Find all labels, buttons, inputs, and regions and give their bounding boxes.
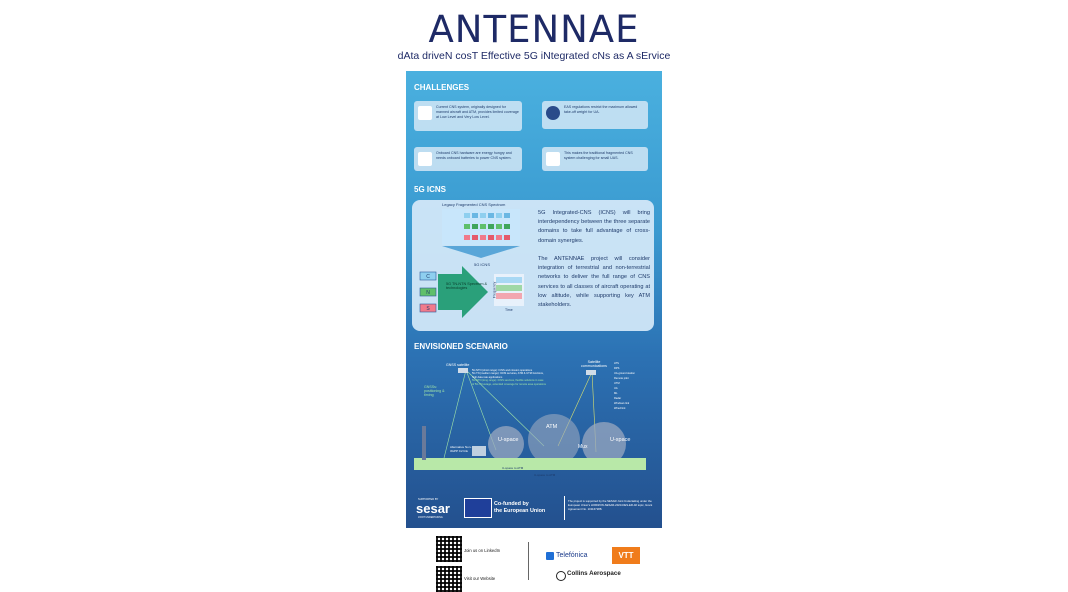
icns-paragraph-2: The ANTENNAE project will consider integration of terrestrial and non-terrestrial networks to deliver the full range of CNS services to all classes of aircraft operating at low altitude, while supporting key ATM stakeholders. [538,256,650,309]
eu-flag-icon [464,498,492,518]
linkedin-link[interactable]: Join us on LinkedIn [464,548,501,553]
row-s-label: S [426,306,430,312]
atm-label: ATM [546,424,558,430]
merge-arrow [438,266,488,318]
challenge-card-4 [542,147,648,171]
challenge-text-2: EAS regulations restrict the maximum allowed take-off weight for UA. [564,105,638,114]
sesar-supported-label: SUPPORTED BY [418,498,439,501]
gnss-positioning-label: GNSSs: positioning & timing [424,385,445,397]
legacy-spectrum-title: Legacy Fragmented CNS Spectrum [442,202,506,207]
website-qr-icon[interactable] [436,566,462,592]
weight-icon [546,106,560,120]
bottom-divider [528,542,529,580]
content-panel [406,71,662,528]
bullet-list [472,369,546,386]
bullet-1: 5G NTN (short range): ICNS and mission operations [472,369,533,372]
link-label-1: U-space to ATM [502,466,524,470]
poster-subtitle: dAta driveN cosT Effective 5G iNtegrated cNs as A sErvice [397,50,671,62]
telefonica-icon [546,552,554,560]
grant-text: The project is supported by the SESAR Joint Undertaking under the European Union's HORIZON-SESAR-2023-DES-ER-02 topic, Grant Agreement No. 101167288. [568,499,653,511]
ground-strip [414,458,646,470]
linkedin-qr-icon[interactable] [436,536,462,562]
challenge-text-4: This makes the traditional fragmented CNS system challenging for small UAS. [564,151,633,160]
vtt-logo: VTT [612,547,640,564]
challenge-card-2 [542,101,648,129]
poster [397,0,671,581]
challenges-heading: CHALLENGES [414,83,470,92]
sesar-logo: sesar [416,501,450,516]
gnss-satellite-icon [458,368,468,373]
alt-station [472,446,486,456]
website-link[interactable]: Visit our Website [464,576,496,581]
scenario-legend: ATS RPS UA-ground station Remote pilot UTM UA ML Radar Windows link Wired link [614,362,635,410]
icns-heading: 5G ICNS [414,185,447,194]
gnss-label: GNSS satellite [446,363,470,367]
eu-cofunded: Co-funded by the European Union [494,501,546,514]
drone-icon [546,152,560,166]
collins-logo: Collins Aerospace [567,570,621,577]
funding-divider [564,496,565,520]
antenna-icon [418,106,432,120]
icns-box [412,200,654,331]
icns-label: 5G ICNS [473,262,491,267]
challenge-card-3 [414,147,522,171]
satcom-label: Satellite communications [581,360,607,368]
tower-left [422,426,426,460]
battery-icon [418,152,432,166]
challenge-card-1 [414,101,522,131]
bullet-3: 5G NTN (long range): ICNS services, flexible solutions in case of 5G TN outage, extended coverage for remote area operations [472,379,546,386]
mux-label: Mux [578,444,588,450]
comm-satellite-icon [586,370,596,375]
alt-link-label: Alternative Non-3GPP C2 link [450,445,472,453]
telefonica-logo: Telefónica [556,552,588,559]
poster-title: ANTENNAE [428,8,640,51]
frequency-axis-label: Frequency [492,281,497,299]
icns-paragraph-1: 5G Integrated-CNS (ICNS) will bring interdependency between the three separate domains to take full advantage of cross-domain synergies. [538,210,650,244]
bullet-2: 5G TN (medium range): ICNS services, ATM & UTM functions, high data rate applications [472,372,544,379]
challenge-text-3: Onboard CNS hardware are energy hungry and needs onboard batteries to power CNS system. [436,151,512,160]
funding-bar [414,498,654,520]
row-c-label: C [426,274,430,280]
uspace-right-label: U-space [610,437,631,443]
bottom-bar [406,528,662,580]
arrow-label: 5G TN-NTN Spectrum & technologies [446,282,488,290]
time-axis-label: Time [505,308,513,312]
row-n-label: N [426,290,430,296]
icns-diagram [412,200,532,330]
uspace-left-label: U-space [498,437,519,443]
challenge-text-1: Current CNS system, originally designed for manned aircraft and ATM, provides limited coverage at Low Level and Very Low Level. [436,105,519,119]
scenario-heading: ENVISIONED SCENARIO [414,342,508,351]
sesar-sub-label: JOINT UNDERTAKING [418,516,443,519]
link-label-2: U-space to ATM [534,473,556,477]
funnel-shape [442,246,520,258]
uspace-cell-left [488,426,524,462]
